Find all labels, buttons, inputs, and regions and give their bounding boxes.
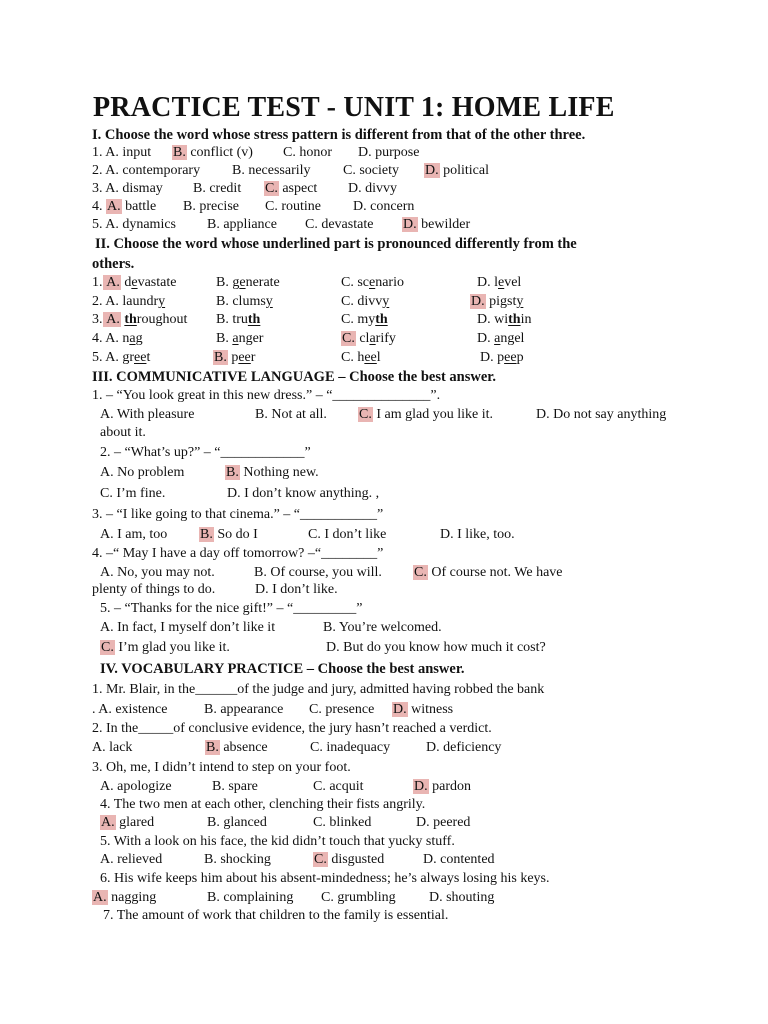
text-segment: [92, 274, 176, 292]
text-segment: [204, 701, 283, 719]
text-segment: [92, 681, 544, 699]
text-run: t: [146, 350, 151, 365]
text-segment: [100, 526, 167, 544]
text-run: nger: [238, 331, 264, 346]
text-segment: [92, 255, 134, 273]
text-run: B. glanced: [207, 815, 267, 830]
text-run: C. sc: [341, 275, 369, 290]
text-segment: [204, 851, 271, 869]
text-run: witness: [407, 702, 454, 717]
text-run: disgusted: [327, 852, 385, 867]
answer-highlight: B.: [206, 740, 219, 755]
text-segment: [353, 198, 414, 216]
text-run: rify: [375, 331, 396, 346]
underlined-sound: e: [369, 275, 376, 290]
text-segment: [92, 889, 156, 907]
text-segment: [92, 293, 165, 311]
text-run: 1. A. input: [92, 145, 152, 160]
text-run: 5. A. dynamics: [92, 217, 176, 232]
text-run: political: [439, 163, 490, 178]
text-segment: [207, 216, 277, 234]
text-run: 4.: [92, 199, 106, 214]
text-run: D. l: [477, 275, 498, 290]
text-run: p: [516, 350, 524, 365]
text-segment: [254, 564, 382, 582]
answer-highlight: D.: [393, 702, 407, 717]
text-segment: [313, 851, 384, 869]
text-run: glared: [115, 815, 155, 830]
text-run: r: [250, 350, 256, 365]
text-segment: [100, 485, 165, 503]
underlined-sound: th: [247, 312, 261, 327]
text-segment: [429, 889, 494, 907]
text-run: C. grumbling: [321, 890, 396, 905]
text-run: 6. His wife keeps him about his absent-mindedness; he’s always losing his keys.: [100, 871, 550, 886]
text-run: 1.: [92, 275, 103, 290]
text-run: D. I like, too.: [440, 527, 515, 542]
text-segment: [213, 349, 255, 367]
text-segment: [92, 144, 151, 162]
text-run: conflict (v): [186, 145, 253, 160]
text-segment: [103, 907, 448, 925]
text-segment: [100, 444, 311, 462]
text-run: C. I’m fine.: [100, 486, 166, 501]
text-run: III. COMMUNICATIVE LANGUAGE – Choose the best answer.: [92, 369, 497, 385]
text-run: 3. – “I like going to that cinema.” – “___________”: [92, 507, 384, 522]
text-segment: [216, 330, 263, 348]
text-run: D. wi: [477, 312, 509, 327]
text-run: vel: [504, 275, 522, 290]
text-run: D. Do not say anything: [536, 407, 667, 422]
text-segment: [480, 349, 524, 367]
text-segment: [92, 581, 215, 599]
text-segment: [305, 216, 373, 234]
text-segment: [100, 833, 455, 851]
text-segment: [413, 778, 471, 796]
underlined-sound: y: [382, 294, 390, 309]
text-segment: [92, 720, 492, 738]
answer-highlight: C.: [101, 640, 114, 655]
underlined-sound: a: [232, 331, 239, 346]
text-segment: [92, 739, 132, 757]
text-segment: [341, 293, 389, 311]
text-run: 2. – “What’s up?” – “____________”: [100, 445, 311, 460]
text-segment: [341, 274, 404, 292]
text-run: nerate: [245, 275, 280, 290]
text-run: B. precise: [183, 199, 239, 214]
text-run: l: [376, 350, 381, 365]
underlined-sound: y: [158, 294, 166, 309]
text-run: ngel: [500, 331, 525, 346]
text-run: vastate: [137, 275, 177, 290]
underlined-sound: e: [498, 275, 505, 290]
text-run: C. blinked: [313, 815, 372, 830]
text-run: B. necessarily: [232, 163, 311, 178]
text-segment: [100, 600, 362, 618]
text-run: Nothing new.: [239, 465, 319, 480]
text-run: D. p: [480, 350, 505, 365]
text-run: A. No, you may not.: [100, 565, 215, 580]
text-run: C. h: [341, 350, 365, 365]
underlined-sound: a: [494, 331, 501, 346]
text-segment: [92, 126, 585, 144]
text-run: B. shocking: [204, 852, 271, 867]
text-run: B. You’re welcomed.: [323, 620, 442, 635]
underlined-sound: th: [124, 312, 137, 327]
text-run: I. Choose the word whose stress pattern is different from that of the other three.: [92, 127, 586, 143]
text-run: 4. A. n: [92, 331, 130, 346]
text-segment: [193, 180, 241, 198]
text-segment: [341, 330, 396, 348]
text-run: bewilder: [417, 217, 471, 232]
text-run: D. concern: [353, 199, 415, 214]
text-segment: [470, 293, 523, 311]
text-run: 5. A. gr: [92, 350, 134, 365]
text-segment: [100, 814, 154, 832]
text-segment: [283, 144, 332, 162]
text-run: I’m glad you like it.: [114, 640, 230, 655]
text-segment: [100, 564, 215, 582]
text-run: 1. Mr. Blair, in the______of the judge and jury, admitted having robbed the bank: [92, 682, 545, 697]
text-segment: [92, 162, 200, 180]
text-run: C. inadequacy: [310, 740, 391, 755]
text-run: A. With pleasure: [100, 407, 195, 422]
text-run: B. appearance: [204, 702, 284, 717]
text-run: . A. existence: [92, 702, 168, 717]
text-segment: [232, 162, 311, 180]
text-run: 3. A. dismay: [92, 181, 163, 196]
text-run: p: [227, 350, 239, 365]
text-segment: [216, 311, 260, 329]
text-run: B. appliance: [207, 217, 277, 232]
text-segment: [100, 851, 162, 869]
text-segment: [92, 180, 163, 198]
text-run: B. tru: [216, 312, 248, 327]
text-run: D. peered: [416, 815, 471, 830]
text-run: 4. –“ May I have a day off tomorrow? –“________”: [92, 546, 384, 561]
text-segment: [265, 198, 321, 216]
text-segment: [205, 739, 268, 757]
text-segment: [227, 485, 379, 503]
answer-highlight: D.: [414, 779, 428, 794]
underlined-sound: ee: [134, 350, 147, 365]
answer-highlight: C.: [314, 852, 327, 867]
text-segment: [100, 464, 184, 482]
text-segment: [477, 330, 524, 348]
text-segment: [309, 701, 374, 719]
text-segment: [172, 144, 253, 162]
text-run: C. routine: [265, 199, 321, 214]
text-run: 1. – “You look great in this new dress.” – “______________”.: [92, 388, 441, 403]
text-segment: [100, 619, 275, 637]
text-segment: [308, 526, 386, 544]
text-run: C. devastate: [305, 217, 374, 232]
text-run: D. contented: [423, 852, 495, 867]
text-segment: [92, 387, 440, 405]
text-segment: [100, 870, 550, 888]
text-segment: [92, 311, 187, 329]
text-segment: [264, 180, 317, 198]
text-segment: [92, 545, 383, 563]
text-segment: [402, 216, 470, 234]
text-run: d: [120, 275, 132, 290]
text-run: pardon: [428, 779, 472, 794]
text-run: B. g: [216, 275, 240, 290]
text-run: 3. Oh, me, I didn’t intend to step on your foot.: [92, 760, 351, 775]
text-segment: [100, 660, 465, 678]
underlined-sound: y: [265, 294, 273, 309]
text-run: D. purpose: [358, 145, 420, 160]
text-run: A. lack: [92, 740, 133, 755]
answer-highlight: C.: [359, 407, 372, 422]
answer-highlight: A.: [101, 815, 115, 830]
text-run: B.: [216, 331, 233, 346]
text-run: C. I don’t like: [308, 527, 387, 542]
answer-highlight: B.: [200, 527, 213, 542]
text-segment: [92, 198, 156, 216]
text-segment: [255, 406, 327, 424]
text-run: Of course not. We have: [427, 565, 563, 580]
text-run: A. I am, too: [100, 527, 168, 542]
underlined-sound: ee: [504, 350, 517, 365]
text-run: others.: [92, 256, 135, 272]
text-segment: [92, 330, 143, 348]
text-segment: [216, 274, 280, 292]
text-segment: [313, 814, 371, 832]
underlined-sound: a: [129, 331, 136, 346]
text-segment: [225, 464, 319, 482]
text-run: C. acquit: [313, 779, 364, 794]
underlined-sound: ee: [364, 350, 377, 365]
text-run: B. spare: [212, 779, 258, 794]
text-segment: [216, 293, 273, 311]
text-run: nario: [375, 275, 404, 290]
text-run: in: [520, 312, 532, 327]
text-run: C. society: [343, 163, 399, 178]
answer-highlight: A.: [103, 275, 120, 290]
text-run: A. In fact, I myself don’t like it: [100, 620, 276, 635]
text-run: So do I: [213, 527, 258, 542]
answer-highlight: C.: [414, 565, 427, 580]
text-segment: [358, 406, 493, 424]
text-segment: [423, 851, 495, 869]
text-segment: [100, 639, 230, 657]
underlined-sound: a: [369, 331, 376, 346]
text-segment: [326, 639, 546, 657]
underlined-sound: ee: [238, 350, 251, 365]
answer-highlight: A.: [93, 890, 107, 905]
text-run: D. divvy: [348, 181, 397, 196]
text-run: C. divv: [341, 294, 383, 309]
text-segment: [92, 506, 383, 524]
text-run: cl: [355, 331, 370, 346]
text-run: 2. A. laundr: [92, 294, 159, 309]
text-run: D. I don’t know anything. ,: [227, 486, 380, 501]
text-run: g: [135, 331, 143, 346]
text-segment: [92, 759, 351, 777]
underlined-sound: th: [375, 312, 388, 327]
text-segment: [95, 235, 577, 253]
text-run: I am glad you like it.: [372, 407, 493, 422]
answer-highlight: C.: [342, 331, 355, 346]
text-run: 2. In the_____of conclusive evidence, the jury hasn’t reached a verdict.: [92, 721, 492, 736]
text-segment: [199, 526, 258, 544]
text-segment: [183, 198, 239, 216]
text-run: 3.: [92, 312, 103, 327]
text-run: C. honor: [283, 145, 332, 160]
text-segment: [341, 349, 381, 367]
text-run: B. complaining: [207, 890, 294, 905]
text-segment: [321, 889, 396, 907]
answer-highlight: A.: [103, 312, 120, 327]
text-run: pigst: [485, 294, 517, 309]
text-run: 4. The two men at each other, clenching their fists angrily.: [100, 797, 426, 812]
answer-highlight: D.: [471, 294, 485, 309]
text-run: aspect: [278, 181, 318, 196]
text-run: B. clums: [216, 294, 266, 309]
text-segment: [92, 216, 176, 234]
text-run: C. my: [341, 312, 376, 327]
underlined-sound: e: [239, 275, 246, 290]
text-run: B. credit: [193, 181, 242, 196]
text-run: B. Not at all.: [255, 407, 327, 422]
text-run: about it.: [100, 425, 146, 440]
text-segment: [413, 564, 563, 582]
text-segment: [92, 349, 150, 367]
text-segment: [477, 274, 521, 292]
answer-highlight: D.: [425, 163, 439, 178]
text-run: plenty of things to do.: [92, 582, 216, 597]
underlined-sound: th: [508, 312, 521, 327]
answer-highlight: B.: [226, 465, 239, 480]
text-run: 7. The amount of work that children to the family is essential.: [103, 908, 449, 923]
text-segment: [341, 311, 388, 329]
text-segment: [100, 778, 172, 796]
text-segment: [310, 739, 390, 757]
text-run: II. Choose the word whose underlined part is pronounced differently from the: [95, 236, 577, 252]
text-run: 5. With a look on his face, the kid didn’t touch that yucky stuff.: [100, 834, 455, 849]
text-segment: [92, 701, 167, 719]
text-segment: [424, 162, 489, 180]
text-run: absence: [219, 740, 268, 755]
text-segment: [255, 581, 338, 599]
text-segment: [358, 144, 419, 162]
answer-highlight: B.: [173, 145, 186, 160]
text-segment: [343, 162, 399, 180]
text-run: D. deficiency: [426, 740, 502, 755]
text-run: D. shouting: [429, 890, 495, 905]
text-run: C. presence: [309, 702, 375, 717]
text-segment: [348, 180, 397, 198]
text-segment: [100, 406, 194, 424]
answer-highlight: D.: [403, 217, 417, 232]
text-run: D. I don’t like.: [255, 582, 338, 597]
text-run: D. But do you know how much it cost?: [326, 640, 546, 655]
text-run: IV. VOCABULARY PRACTICE – Choose the best answer.: [100, 661, 465, 677]
text-run: A. relieved: [100, 852, 163, 867]
text-segment: [92, 368, 496, 386]
answer-highlight: B.: [214, 350, 227, 365]
text-segment: [313, 778, 364, 796]
text-segment: [416, 814, 470, 832]
text-run: nagging: [107, 890, 157, 905]
text-segment: [392, 701, 453, 719]
text-run: battle: [121, 199, 157, 214]
page-title: PRACTICE TEST - UNIT 1: HOME LIFE: [93, 92, 615, 123]
text-segment: [207, 889, 293, 907]
answer-highlight: A.: [107, 199, 121, 214]
text-run: 5. – “Thanks for the nice gift!” – “_________”: [100, 601, 363, 616]
text-segment: [477, 311, 531, 329]
text-run: A. apologize: [100, 779, 172, 794]
text-run: D.: [477, 331, 495, 346]
text-run: B. Of course, you will.: [254, 565, 382, 580]
answer-highlight: C.: [265, 181, 278, 196]
text-segment: [100, 796, 425, 814]
text-segment: [323, 619, 442, 637]
text-segment: [440, 526, 515, 544]
underlined-sound: e: [131, 275, 138, 290]
text-segment: [100, 424, 146, 442]
text-run: roughout: [136, 312, 188, 327]
underlined-sound: y: [516, 294, 524, 309]
text-segment: [536, 406, 666, 424]
text-run: 2. A. contemporary: [92, 163, 201, 178]
text-segment: [426, 739, 501, 757]
text-run: A. No problem: [100, 465, 185, 480]
text-segment: [207, 814, 267, 832]
text-segment: [212, 778, 258, 796]
